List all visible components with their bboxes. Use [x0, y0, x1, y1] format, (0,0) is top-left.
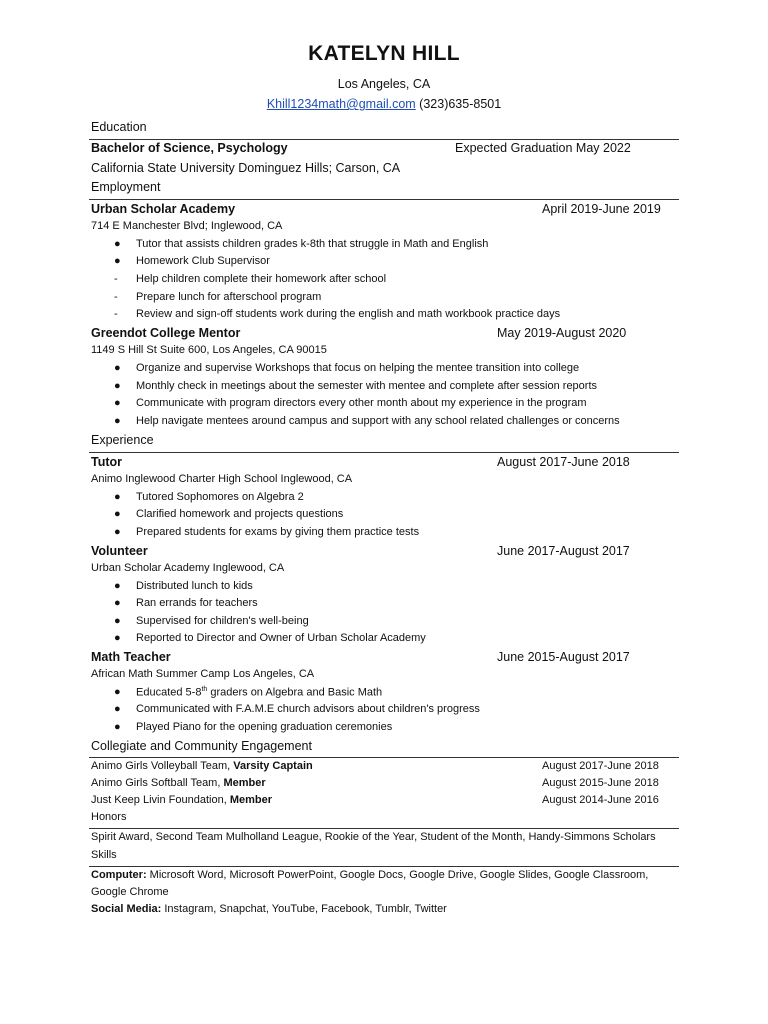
honors-heading: Honors	[91, 811, 127, 823]
job-title: Greendot College Mentor	[91, 326, 241, 340]
school: California State University Dominguez Hills; Carson, CA	[91, 161, 401, 175]
contact-line	[0, 97, 768, 111]
list-item: Ran errands for teachers	[136, 597, 258, 609]
bullet-marker: ●	[114, 508, 121, 520]
bullet-marker: ●	[114, 632, 121, 644]
list-item: Organize and supervise Workshops that focus on helping the mentee transition into college	[136, 362, 580, 374]
list-item: Reported to Director and Owner of Urban Scholar Academy	[136, 632, 426, 644]
bullet-marker: ●	[114, 703, 121, 715]
engagement-dates: August 2014-June 2016	[542, 794, 659, 806]
list-item: Prepare lunch for afterschool program	[136, 291, 322, 303]
divider	[89, 757, 679, 758]
list-item: Educated 5-8th graders on Algebra and Basic Math	[136, 686, 383, 699]
bullet-marker: ●	[114, 597, 121, 609]
bullet-marker: ●	[114, 397, 121, 409]
list-item: Review and sign-off students work during the english and math workbook practice days	[136, 308, 561, 320]
engagement-heading: Collegiate and Community Engagement	[91, 739, 312, 753]
bullet-marker: ●	[114, 526, 121, 538]
job-title: Urban Scholar Academy	[91, 202, 236, 216]
list-item: Distributed lunch to kids	[136, 580, 253, 592]
experience-heading: Experience	[91, 433, 154, 447]
engagement-dates: August 2015-June 2018	[542, 777, 659, 789]
skills-social: Social Media: Instagram, Snapchat, YouTube, Facebook, Tumblr, Twitter	[91, 903, 447, 915]
list-item: Communicated with F.A.M.E church advisors about children's progress	[136, 703, 480, 715]
job-title: Tutor	[91, 455, 123, 469]
job-address: 714 E Manchester Blvd; Inglewood, CA	[91, 220, 283, 232]
engagement-row: Animo Girls Softball Team, Member	[91, 777, 266, 789]
job-address: African Math Summer Camp Los Angeles, CA	[91, 668, 315, 680]
bullet-marker: ●	[114, 721, 121, 733]
bullet-marker: ●	[114, 238, 121, 250]
phone: (323)635-8501	[419, 97, 502, 111]
bullet-marker: ●	[114, 686, 121, 698]
resume-name: KATELYN HILL	[308, 42, 460, 65]
list-item: Communicate with program directors every other month about my experience in the program	[136, 397, 587, 409]
dash-marker: -	[114, 308, 118, 320]
job-title: Volunteer	[91, 544, 148, 558]
bullet-marker: ●	[114, 362, 121, 374]
bullet-marker: ●	[114, 580, 121, 592]
skills-computer-cont: Google Chrome	[91, 886, 169, 898]
skills-computer: Computer: Microsoft Word, Microsoft PowerPoint, Google Docs, Google Drive, Google Slides, Google Classroom,	[91, 869, 649, 881]
divider	[89, 452, 679, 453]
job-address: 1149 S Hill St Suite 600, Los Angeles, CA 90015	[91, 344, 327, 356]
engagement-row: Just Keep Livin Foundation, Member	[91, 794, 272, 806]
skills-heading: Skills	[91, 849, 117, 861]
bullet-marker: ●	[114, 380, 121, 392]
bullet-marker: ●	[114, 255, 121, 267]
engagement-row: Animo Girls Volleyball Team, Varsity Captain	[91, 760, 313, 772]
degree: Bachelor of Science, Psychology	[91, 141, 288, 155]
list-item: Supervised for children's well-being	[136, 615, 309, 627]
job-address: Animo Inglewood Charter High School Inglewood, CA	[91, 473, 353, 485]
list-item: Prepared students for exams by giving them practice tests	[136, 526, 420, 538]
job-dates: August 2017-June 2018	[497, 455, 630, 469]
list-item: Help children complete their homework after school	[136, 273, 387, 285]
email-link[interactable]: Khill1234math@gmail.com	[266, 97, 416, 111]
job-dates: June 2017-August 2017	[497, 544, 630, 558]
bullet-marker: ●	[114, 415, 121, 427]
graduation-date: Expected Graduation May 2022	[455, 141, 631, 155]
list-item: Monthly check in meetings about the semester with mentee and complete after session reports	[136, 380, 598, 392]
job-address: Urban Scholar Academy Inglewood, CA	[91, 562, 285, 574]
divider	[89, 139, 679, 140]
job-dates: April 2019-June 2019	[542, 202, 661, 216]
list-item: Tutor that assists children grades k-8th that struggle in Math and English	[136, 238, 489, 250]
engagement-dates: August 2017-June 2018	[542, 760, 659, 772]
honors-text: Spirit Award, Second Team Mulholland League, Rookie of the Year, Student of the Month, Handy-Simmons Scholars	[91, 831, 656, 843]
divider	[89, 866, 679, 867]
bullet-marker: ●	[114, 615, 121, 627]
list-item: Tutored Sophomores on Algebra 2	[136, 491, 304, 503]
job-dates: June 2015-August 2017	[497, 650, 630, 664]
list-item: Clarified homework and projects questions	[136, 508, 344, 520]
dash-marker: -	[114, 273, 118, 285]
job-title: Math Teacher	[91, 650, 171, 664]
divider	[89, 199, 679, 200]
list-item: Help navigate mentees around campus and support with any school related challenges or concerns	[136, 415, 620, 427]
dash-marker: -	[114, 291, 118, 303]
education-heading: Education	[91, 120, 147, 134]
job-dates: May 2019-August 2020	[497, 326, 627, 340]
list-item: Played Piano for the opening graduation ceremonies	[136, 721, 393, 733]
bullet-marker: ●	[114, 491, 121, 503]
employment-heading: Employment	[91, 180, 161, 194]
divider	[89, 828, 679, 829]
location: Los Angeles, CA	[337, 77, 431, 91]
list-item: Homework Club Supervisor	[136, 255, 270, 267]
